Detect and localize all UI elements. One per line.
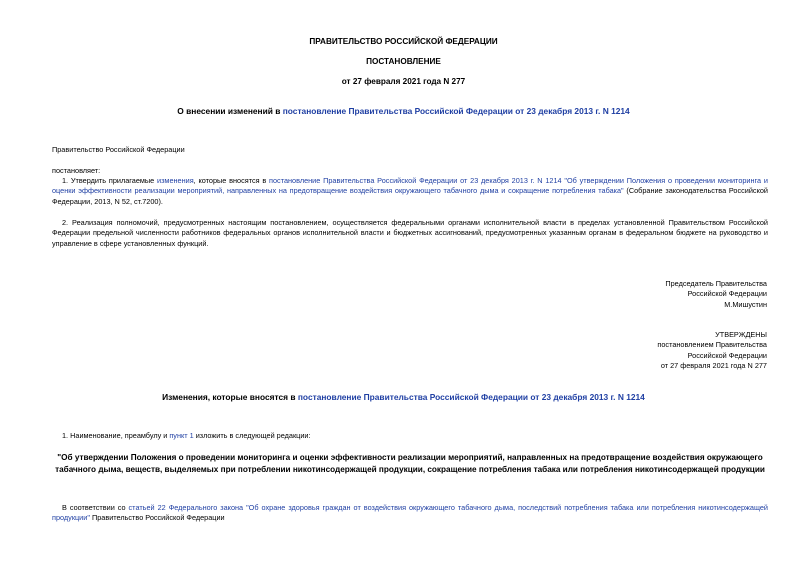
doc-type-heading: ПОСТАНОВЛЕНИЕ	[366, 57, 441, 66]
item1-text-b: , которые вносятся в	[193, 176, 270, 185]
changes-link[interactable]: изменения	[157, 176, 194, 185]
approved-block	[507, 330, 767, 371]
signature-name: М.Мишустин	[724, 299, 767, 309]
changes-title	[0, 392, 807, 404]
date-number-heading: от 27 февраля 2021 года N 277	[341, 77, 466, 86]
changes-title-prefix: Изменения, которые вносятся в	[162, 392, 298, 402]
changes-title-link[interactable]: постановление Правительства Российской Федерации от 23 декабря 2013 г. N 1214	[297, 392, 645, 402]
title-link[interactable]: постановление Правительства Российской Федерации от 23 декабря 2013 г. N 1214	[282, 106, 630, 116]
approved-label: УТВЕРЖДЕНЫ	[715, 330, 767, 339]
item1-text-c: (Собрание законодательства Российской Федерации, 2013, N 52, ст.7200).	[52, 186, 768, 206]
signature-block	[507, 279, 767, 310]
point-1-link[interactable]: пункт 1	[169, 431, 194, 440]
title-prefix: О внесении изменений в	[177, 106, 283, 116]
document-title	[0, 106, 807, 118]
changes-item1-text-b: изложить в следующей редакции:	[193, 431, 311, 440]
changes-item-1	[52, 431, 768, 441]
new-title-quote: "Об утверждении Положения о проведении мониторинга и оценки эффективности реализации мероприятий, направленных на предотвращение воздействия окружающего табачного дыма, веществ, выделяемых при потреблении никотинсодержащей продукции, сокращение потребления табака или потребления никотинсодержащей продукции	[55, 453, 765, 474]
basis-text-b: Правительство Российской Федерации	[89, 513, 225, 523]
basis-paragraph	[52, 503, 768, 524]
changes-item1-text-a: 1. Наименование, преамбулу и	[62, 431, 170, 440]
basis-text-a: В соответствии со	[62, 503, 129, 512]
federal-law-link[interactable]: статьей 22 Федерального закона "Об охране здоровья граждан от воздействия окружающего табачного дыма, последствий потребления табака или потребления никотинсодержащей продукции"	[52, 503, 768, 523]
item1-text-a: 1. Утвердить прилагаемые	[62, 176, 158, 185]
govt-line: Правительство Российской Федерации	[52, 145, 185, 154]
item-1-paragraph	[52, 176, 768, 207]
approved-by: постановлением Правительства	[657, 340, 767, 350]
resolves-line: постановляет:	[52, 166, 101, 175]
resolution-1214-link[interactable]: постановление Правительства Российской Федерации от 23 декабря 2013 г. N 1214 "Об утверждении Положения о проведении мониторинга и оценки эффективности реализации мероприятий, направленных на предотвращение воздействия окружающего табачного дыма и сокращение потребления табака"	[52, 176, 768, 196]
government-heading: ПРАВИТЕЛЬСТВО РОССИЙСКОЙ ФЕДЕРАЦИИ	[309, 37, 498, 46]
signature-title: Председатель Правительства	[665, 279, 767, 288]
signature-country: Российской Федерации	[687, 289, 767, 299]
item-2-paragraph: 2. Реализация полномочий, предусмотренных настоящим постановлением, осуществляется федеральными органами исполнительной власти в пределах установленной Правительством Российской Федерации предельной численности работников федеральных органов исполнительной власти и бюджетных ассигнований, предусмотренных указанным органам в федеральном бюджете на руководство и управление в сфере установленных функций.	[52, 218, 768, 248]
approved-date: от 27 февраля 2021 года N 277	[660, 361, 767, 371]
approved-country: Российской Федерации	[687, 350, 767, 360]
